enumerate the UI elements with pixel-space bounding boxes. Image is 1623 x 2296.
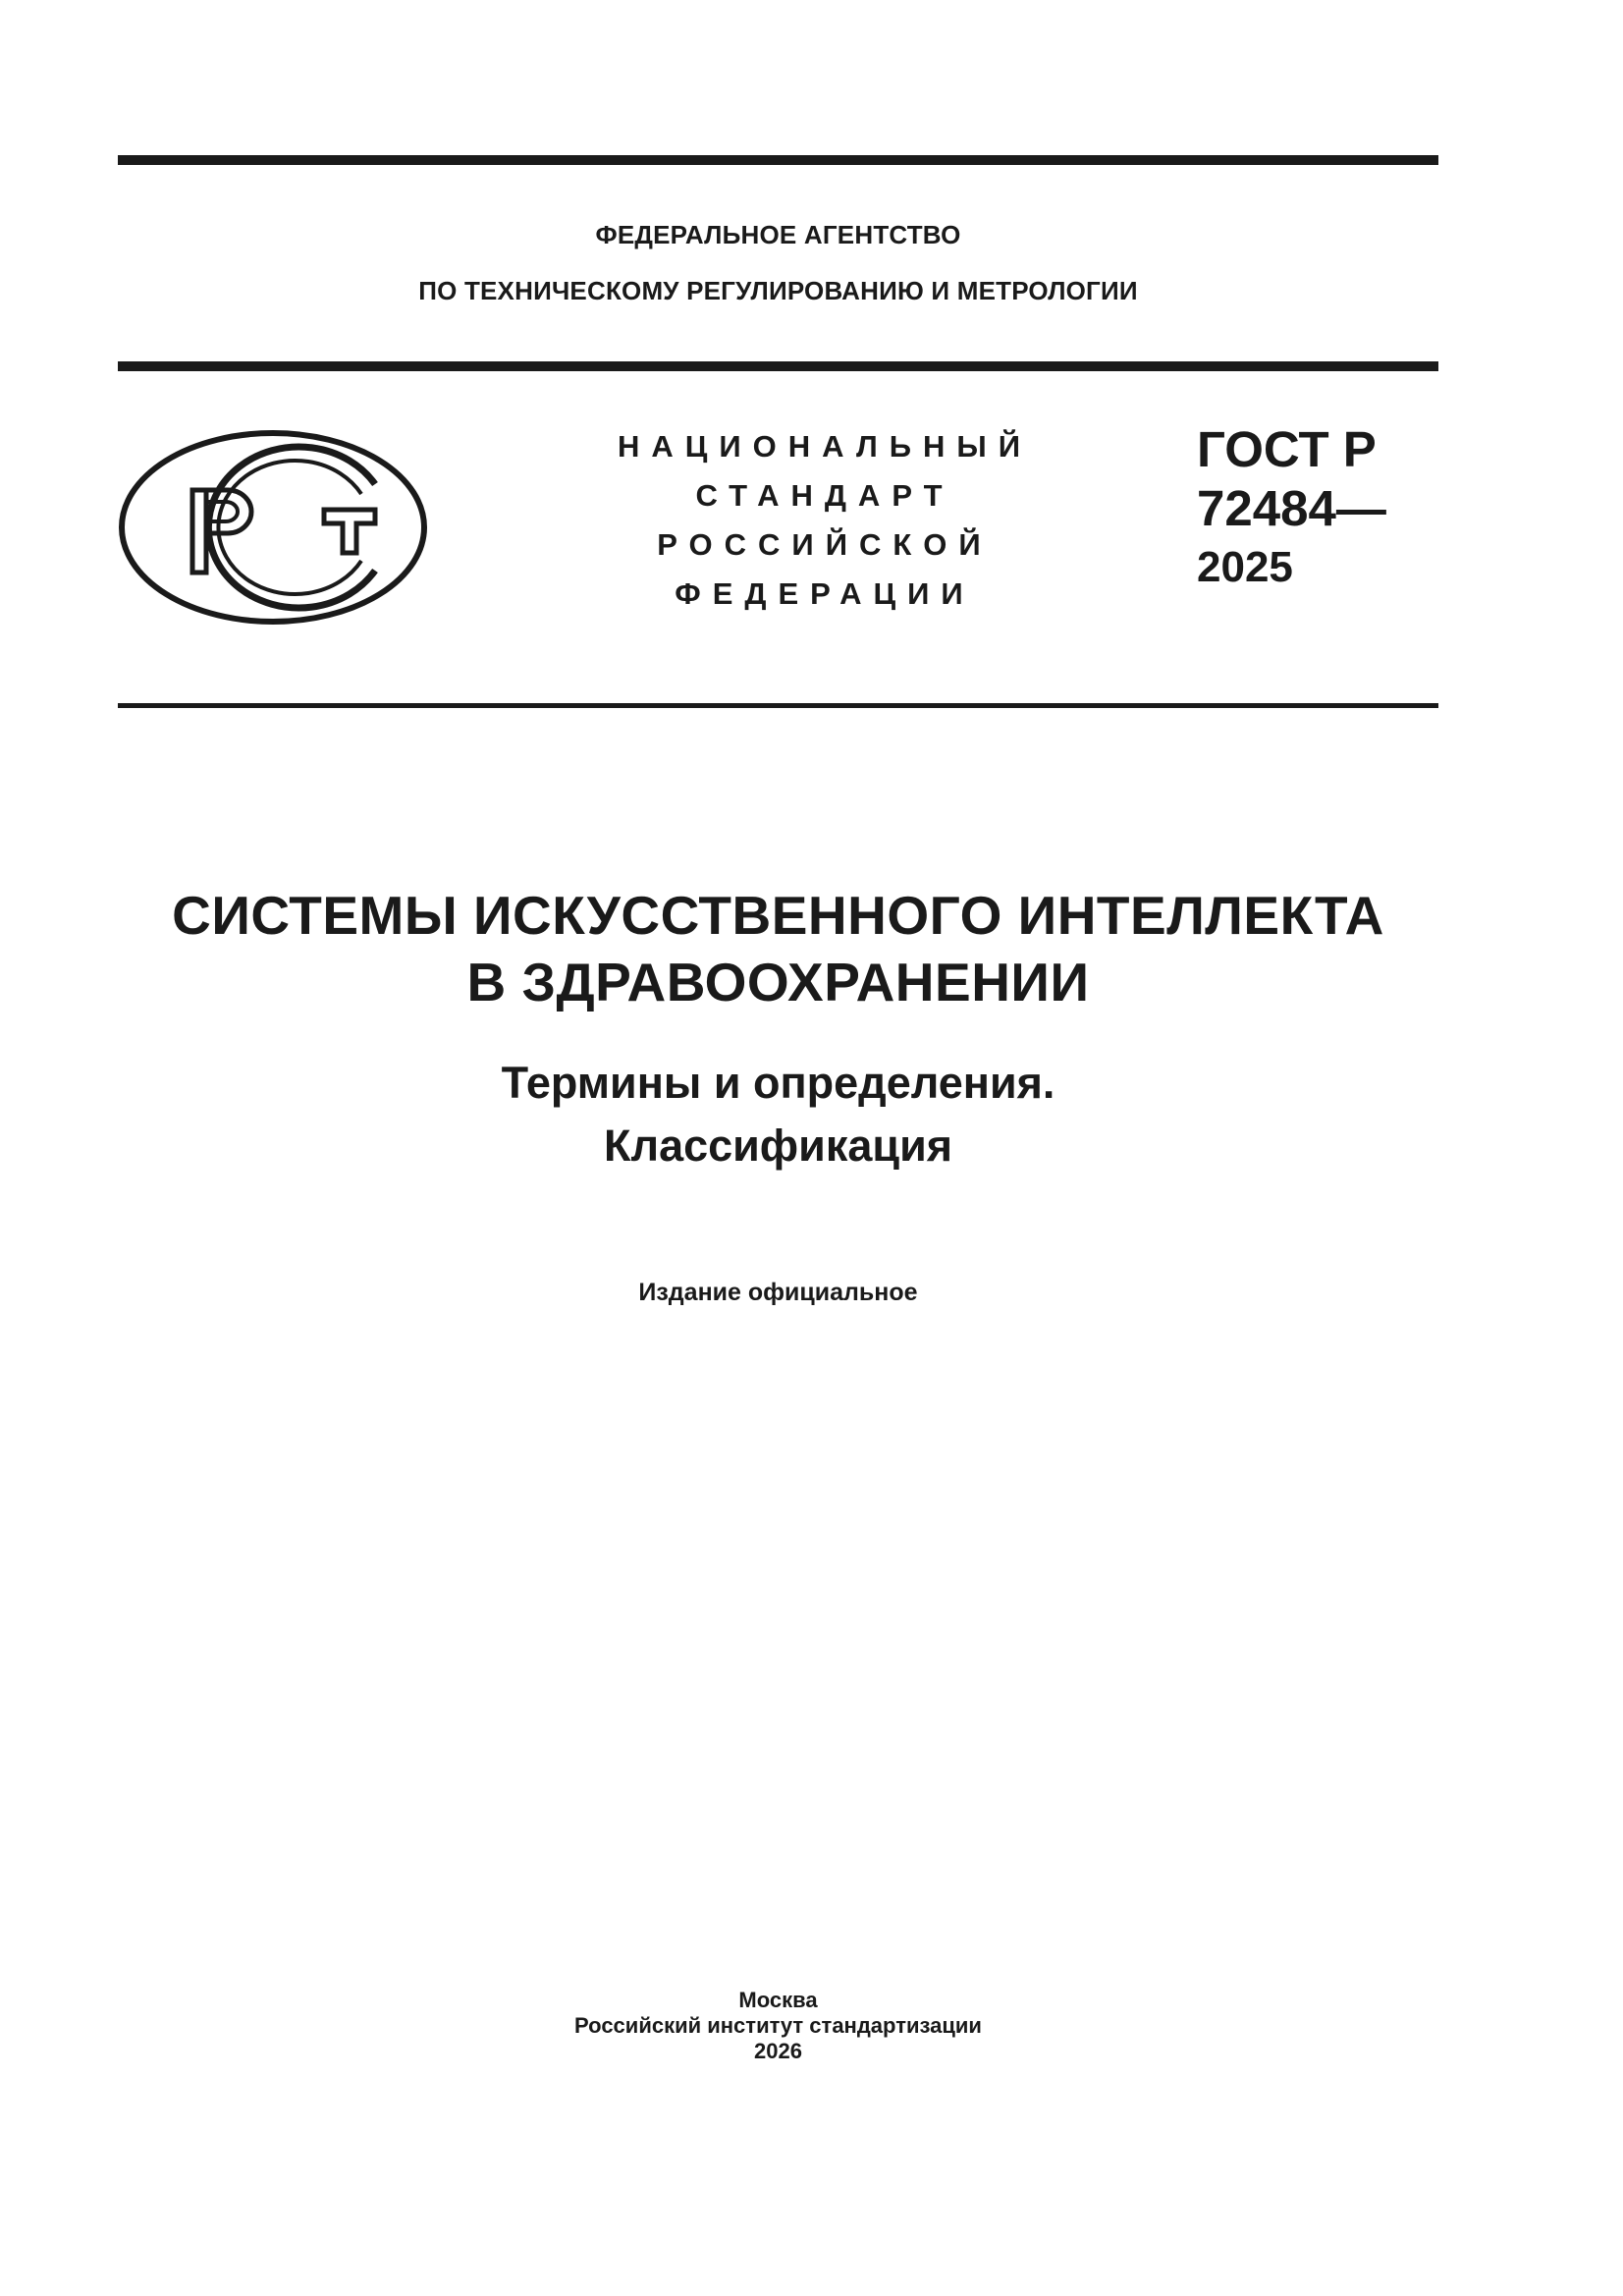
bottom-rule bbox=[118, 703, 1438, 708]
document-subtitle bbox=[118, 1052, 1438, 1177]
rst-certification-mark-icon bbox=[118, 429, 428, 626]
imprint-year: 2026 bbox=[754, 2039, 802, 2063]
standard-designation bbox=[1197, 420, 1386, 597]
title-line-2: В ЗДРАВООХРАНЕНИИ bbox=[466, 952, 1090, 1012]
subtitle-line-2: Классификация bbox=[604, 1121, 952, 1171]
document-title bbox=[118, 882, 1438, 1015]
designation-year: 2025 bbox=[1197, 543, 1293, 591]
imprint-publisher: Российский институт стандартизации bbox=[574, 2013, 982, 2038]
national-standard-label bbox=[589, 422, 1060, 619]
imprint-city: Москва bbox=[738, 1988, 818, 2012]
edition-label: Издание официальное bbox=[638, 1279, 918, 1306]
middle-rule bbox=[118, 361, 1438, 371]
imprint bbox=[118, 1988, 1438, 2064]
national-standard-line-4: ФЕДЕРАЦИИ bbox=[675, 576, 975, 611]
national-standard-line-2: СТАНДАРТ bbox=[695, 478, 954, 513]
subtitle-line-1: Термины и определения. bbox=[501, 1058, 1055, 1108]
title-line-1: СИСТЕМЫ ИСКУССТВЕННОГО ИНТЕЛЛЕКТА bbox=[172, 885, 1384, 946]
national-standard-line-1: НАЦИОНАЛЬНЫЙ bbox=[617, 429, 1033, 464]
designation-line-1: ГОСТ Р bbox=[1197, 421, 1377, 477]
agency-name-line-1: ФЕДЕРАЛЬНОЕ АГЕНТСТВО bbox=[595, 220, 961, 249]
agency-name-line-2: ПО ТЕХНИЧЕСКОМУ РЕГУЛИРОВАНИЮ И МЕТРОЛОГИИ bbox=[418, 276, 1138, 305]
top-rule bbox=[118, 155, 1438, 165]
national-standard-line-3: РОССИЙСКОЙ bbox=[657, 527, 993, 562]
designation-line-2: 72484— bbox=[1197, 480, 1386, 536]
